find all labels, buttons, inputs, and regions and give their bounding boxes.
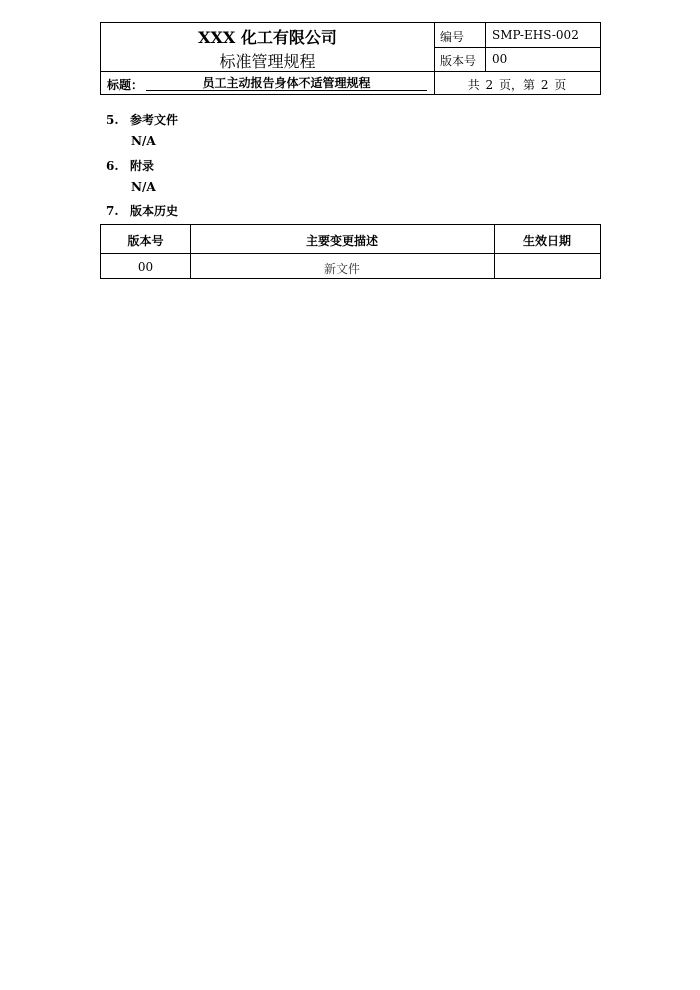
column-header-effective-date: 生效日期	[522, 234, 571, 248]
section-6-body: N/A	[131, 180, 156, 194]
code-value: SMP-EHS-002	[492, 28, 579, 42]
page-info: 共 2 页，第 2 页	[467, 78, 567, 92]
section-title: 附录	[130, 159, 155, 173]
company-name: XXX 化工有限公司	[198, 28, 337, 47]
section-6-heading	[106, 157, 154, 174]
document-header	[100, 22, 601, 95]
document-title: 员工主动报告身体不适管理规程	[146, 76, 427, 91]
section-number: 5.	[106, 113, 119, 127]
column-header-change-description: 主要变更描述	[305, 234, 378, 248]
title-label: 标题：	[107, 78, 144, 92]
section-5-body: N/A	[131, 134, 156, 148]
column-header-version: 版本号	[127, 234, 164, 248]
section-5-heading	[106, 111, 178, 128]
document-type: 标准管理规程	[219, 52, 316, 71]
code-label: 编号	[440, 30, 465, 44]
section-title: 版本历史	[130, 204, 179, 218]
version-value: 00	[492, 52, 508, 66]
version-label: 版本号	[440, 54, 477, 68]
table-cell-version: 00	[137, 260, 154, 274]
section-number: 6.	[106, 159, 119, 173]
section-7-heading	[106, 202, 178, 219]
version-history-table	[100, 224, 601, 279]
table-cell-change-description: 新文件	[323, 262, 360, 276]
section-number: 7.	[106, 204, 119, 218]
section-title: 参考文件	[130, 113, 179, 127]
